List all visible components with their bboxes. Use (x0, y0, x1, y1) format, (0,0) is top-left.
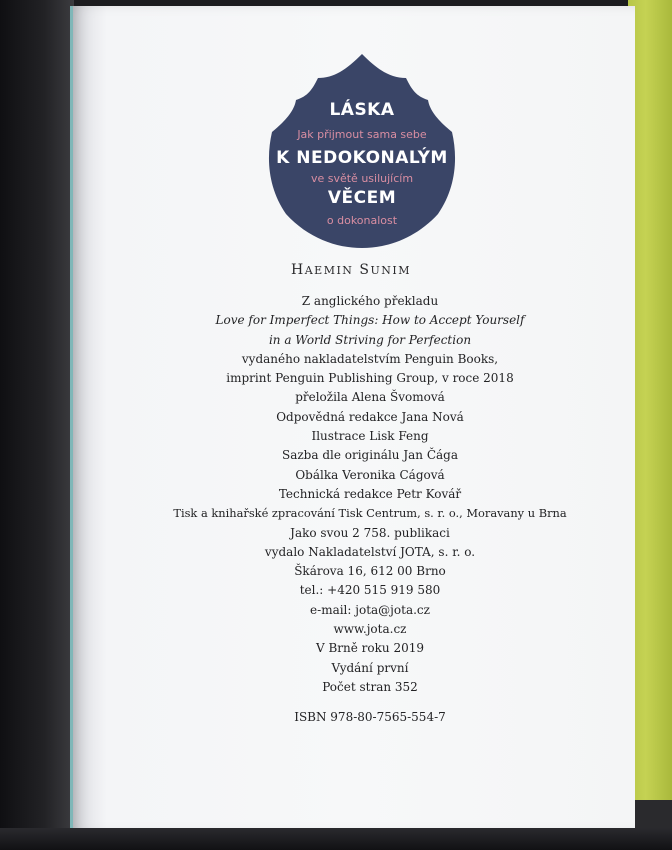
badge-title-line-2: K NEDOKONALÝM (276, 148, 448, 168)
badge-title-line-1: LÁSKA (329, 100, 395, 120)
colophon-pages: Počet stran 352 (322, 679, 418, 694)
colophon-typesetting: Sazba dle originálu Jan Čága (281, 448, 459, 463)
colophon-editor: Odpovědná redakce Jana Nová (276, 409, 464, 424)
badge-title-line-3: VĚCEM (327, 188, 397, 208)
colophon-place-year: V Brně roku 2019 (316, 641, 424, 656)
colophon-edition: Vydání první (331, 660, 409, 675)
colophon-technical-editor: Technická redakce Petr Kovář (278, 486, 462, 501)
colophon-translator: přeložila Alena Švomová (295, 390, 445, 405)
colophon-series-number: Jako svou 2 758. publikaci (290, 525, 450, 540)
colophon (160, 292, 580, 728)
badge-subtitle-line-2: ve světě usilujícím (310, 172, 414, 185)
colophon-address: Škárova 16, 612 00 Brno (294, 564, 446, 579)
colophon-email: e-mail: jota@jota.cz (310, 602, 430, 617)
colophon-web: www.jota.cz (333, 622, 407, 637)
colophon-issued-by: vydalo Nakladatelství JOTA, s. r. o. (264, 544, 476, 559)
author-name: HAEMIN SUNIM (291, 262, 411, 278)
colophon-original-title-2: in a World Striving for Perfection (268, 332, 472, 347)
badge-subtitle-line-1: Jak přijmout sama sebe (297, 128, 427, 141)
title-badge (266, 48, 458, 248)
colophon-illustration: Ilustrace Lisk Feng (311, 429, 429, 444)
colophon-publisher-2: imprint Penguin Publishing Group, v roce 2018 (226, 371, 514, 386)
book-bottom-shadow (0, 828, 672, 850)
colophon-publisher-1: vydaného nakladatelstvím Penguin Books, (241, 351, 499, 366)
colophon-isbn: ISBN 978-80-7565-554-7 (294, 710, 446, 725)
colophon-phone: tel.: +420 515 919 580 (299, 583, 441, 598)
book-gutter-shadow (0, 0, 74, 850)
colophon-original-title-1: Love for Imperfect Things: How to Accept Yourself (215, 313, 525, 328)
colophon-printing: Tisk a knihařské zpracování Tisk Centrum, s. r. o., Moravany u Brna (173, 506, 567, 521)
colophon-translated-from: Z anglického překladu (301, 294, 439, 308)
badge-subtitle-line-3: o dokonalost (326, 214, 398, 227)
colophon-cover: Obálka Veronika Cágová (295, 467, 445, 482)
